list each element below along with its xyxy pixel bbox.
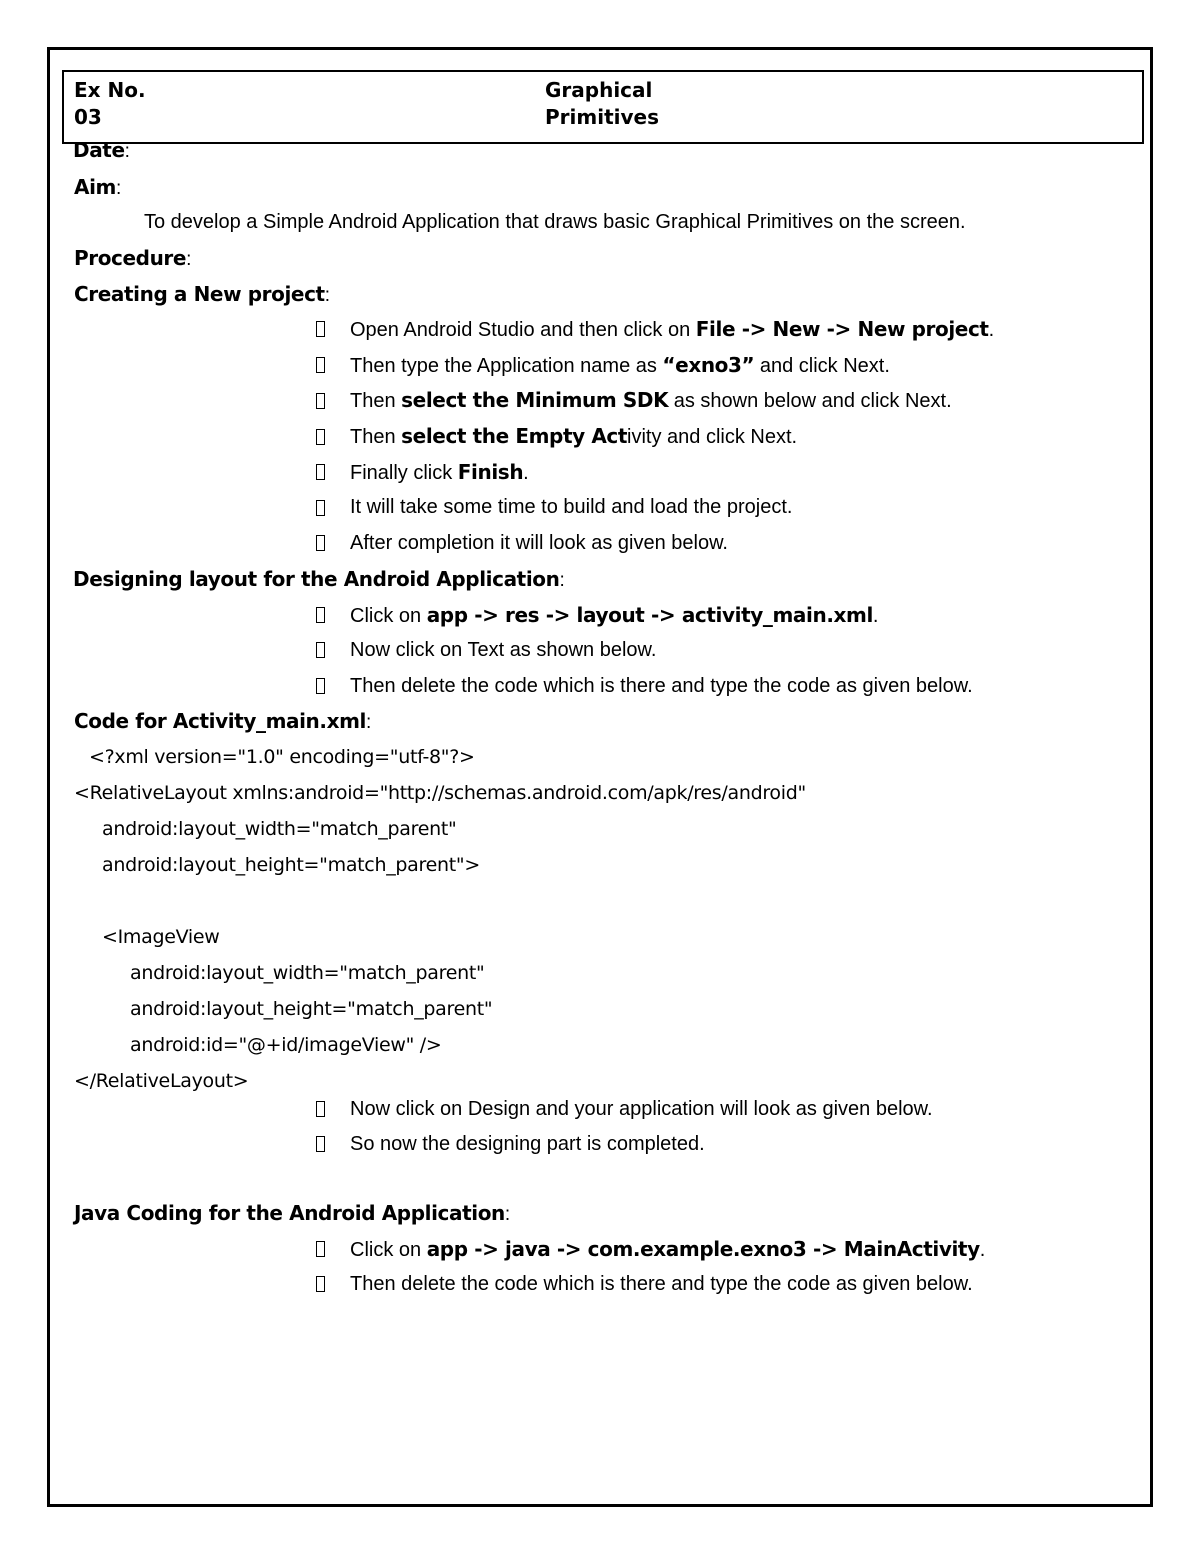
text-span: . [979,1239,986,1261]
bullet-box-icon [316,535,325,551]
code-line: android:layout_width="match_parent" [102,818,457,840]
creating-step-1 [350,317,994,342]
text-span: ivity and click Next. [627,426,798,448]
creating-label: Creating a New project [74,282,325,306]
designing-step-2: Now click on Text as shown below. [350,639,657,661]
text-span: Then type the Application name as [350,355,663,377]
text-span: Then [350,426,402,448]
aim-heading [74,175,121,201]
creating-step-5 [350,460,529,485]
date-line [73,138,130,164]
procedure-colon: : [186,249,192,270]
code-colon: : [366,712,372,733]
code-label: Code for Activity_main.xml [74,709,366,733]
date-colon: : [124,141,130,162]
java-heading [74,1201,510,1227]
creating-step-7: After completion it will look as given below. [350,532,728,554]
text-span: . [523,462,529,484]
text-span: . [988,319,995,341]
text-span: . [872,605,879,627]
aim-label: Aim [74,175,116,199]
bullet-box-icon [316,464,325,480]
code-line: android:layout_width="match_parent" [130,962,485,984]
java-step-2: Then delete the code which is there and type the code as given below. [350,1273,973,1295]
creating-step-4 [350,424,797,449]
after-code-step-2: So now the designing part is completed. [350,1133,705,1155]
designing-label: Designing layout for the Android Application [73,567,560,591]
creating-step-2 [350,353,890,378]
bold-span: app -> res -> layout -> activity_main.xml [426,603,873,627]
creating-heading [74,282,330,308]
code-heading [74,709,371,735]
aim-text: To develop a Simple Android Application that draws basic Graphical Primitives on the screen. [144,211,966,233]
bullet-box-icon [316,321,325,337]
bullet-box-icon [316,678,325,694]
designing-step-1 [350,603,878,628]
designing-step-3: Then delete the code which is there and type the code as given below. [350,675,973,697]
java-step-1 [350,1237,985,1262]
title-line-2: Primitives [545,105,659,129]
title-line-1: Graphical [545,78,653,102]
bold-span: File -> New -> New project [695,317,989,341]
code-line: android:layout_height="match_parent" [130,998,493,1020]
bullet-box-icon [316,500,325,516]
bullet-box-icon [316,429,325,445]
bullet-box-icon [316,1136,325,1152]
code-line: <RelativeLayout xmlns:android="http://schemas.android.com/apk/res/android" [74,782,806,804]
code-line: </RelativeLayout> [74,1070,249,1092]
code-line: android:id="@+id/imageView" /> [130,1034,442,1056]
bold-span: select the Minimum SDK [401,388,669,412]
bold-span: select the Empty Act [401,424,628,448]
text-span: Then [350,390,402,412]
bullet-box-icon [316,1276,325,1292]
procedure-label: Procedure [74,246,187,270]
text-span: Finally click [350,462,458,484]
code-line: <?xml version="1.0" encoding="utf-8"?> [89,746,475,768]
bullet-box-icon [316,357,325,373]
bold-span: Finish [457,460,524,484]
text-span: Click on [350,1239,427,1261]
after-code-step-1: Now click on Design and your application will look as given below. [350,1098,933,1120]
ex-no-label: Ex No. [74,78,146,102]
designing-heading [73,567,565,593]
creating-step-6: It will take some time to build and load the project. [350,496,793,518]
ex-no-value: 03 [74,105,102,129]
designing-colon: : [559,570,565,591]
bullet-box-icon [316,1241,325,1257]
text-span: Open Android Studio and then click on [350,319,696,341]
text-span: Click on [350,605,427,627]
creating-colon: : [324,285,330,306]
bullet-box-icon [316,1101,325,1117]
code-line: android:layout_height="match_parent"> [102,854,480,876]
bullet-box-icon [316,393,325,409]
bullet-box-icon [316,642,325,658]
aim-colon: : [115,178,122,199]
date-label: Date [73,138,125,162]
text-span: and click Next. [754,355,890,377]
bold-span: “exno3” [662,353,755,377]
bullet-box-icon [316,607,325,623]
bold-span: app -> java -> com.example.exno3 -> MainActivity [426,1237,980,1261]
code-line: <ImageView [102,926,220,948]
procedure-heading [74,246,191,272]
creating-step-3 [350,388,952,413]
java-label: Java Coding for the Android Application [74,1201,505,1225]
java-colon: : [504,1204,511,1225]
text-span: as shown below and click Next. [668,390,952,412]
